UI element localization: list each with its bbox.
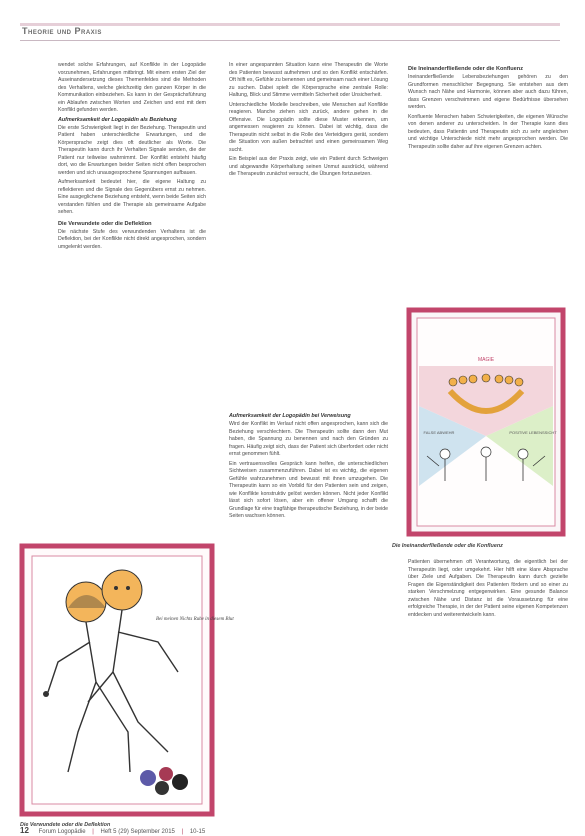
page-footer bbox=[20, 826, 205, 835]
paragraph: wendet solche Erfahrungen, auf Konflikte in der Logopädie vorzunehmen, Erfahrungen mitbringt. Mit einem ersten Ziel der Auseinandersetzung dieses Themenfeldes sind die Methoden des Verhaltens, welche gleichzeitig den ganzen Körper in die Kommunikation einbeziehen. Es kann in der Gesprächsführung ein Ablaufen zwischen Worten und Zeichen und erst mit dem Konflikt gefunden werden. bbox=[58, 62, 206, 113]
column-2-lower bbox=[229, 413, 388, 523]
column-3 bbox=[408, 62, 568, 153]
section-title: Theorie und Praxis bbox=[22, 26, 102, 36]
footer-separator: | bbox=[181, 829, 184, 835]
column-2 bbox=[229, 62, 388, 181]
paragraph: Die nächste Stufe des verwundenden Verhaltens ist die Deflektion, bei der Konflikte nicht direkt angesprochen, sondern umgelenkt werden. bbox=[58, 228, 206, 250]
column-3-lower bbox=[408, 559, 568, 621]
paragraph: Wird der Konflikt im Verlauf nicht offen angesprochen, kann sich die Beziehung verschlechtern. Die Therapeutin sollte dann den Mut haben, die Spannung zu benennen und nach den Gründen zu fragen. Häufig zeigt sich, dass der Patient sich überfordert oder nicht ernst genommen fühlt. bbox=[229, 421, 388, 457]
paragraph: Patienten übernehmen oft Verantwortung, die eigentlich bei der Therapeutin liegt, oder umgekehrt. Hier hilft eine klare Absprache über Ziele und Aufgaben. Die Therapeutin kann durch gezielte Fragen die Eigenständigkeit des Patienten fördern und so einer zu starken Verschmelzung entgegenwirken. Eine gesunde Balance zwischen Nähe und Distanz ist die Voraussetzung für eine erfolgreiche Therapie, in der der Patient seine eigenen Kompetenzen entdecken und weiterentwickeln kann. bbox=[408, 559, 568, 618]
page-range: 10-15 bbox=[189, 829, 206, 835]
issue-info: Heft 5 (29) September 2015 bbox=[100, 829, 175, 835]
journal-name: Forum Logopädie bbox=[38, 829, 86, 835]
footer-separator: | bbox=[92, 829, 94, 835]
paragraph: Ein Beispiel aus der Praxis zeigt, wie ein Patient durch Schweigen und abgewandte Körperhaltung seinen Unmut ausdrückt, während die Therapeutin zunächst versucht, die Übungen fortzusetzen. bbox=[229, 156, 388, 177]
figure-caption: Die Ineinanderfließende oder die Konfluenz bbox=[392, 543, 503, 549]
page-number: 12 bbox=[20, 826, 29, 835]
paragraph: Die erste Schwierigkeit liegt in der Beziehung. Therapeutin und Patient haben unterschiedliche Erwartungen, und die Körpersprache zeigt dies oft deutlicher als Worte. Die Therapeutin kann durch ihr Verhalten Signale senden, die der Patient nur teilweise wahrnimmt. Der Konflikt entsteht häufig dort, wo die Erwartungen beider Seiten nicht offen besprochen werden und sich unausgesprochene Spannungen aufbauen. bbox=[58, 124, 206, 176]
subheading: Aufmerksamkeit der Logopädin als Beziehung bbox=[58, 116, 177, 123]
fig2-label-right: POSITIVE LEBENSSICHT bbox=[509, 430, 557, 435]
paragraph: Ineinanderfließende Lebensbeziehungen gehören zu den Grundformen menschlicher Begegnung. Sie entstehen aus dem Wunsch nach Nähe und Harmonie, können aber auch dazu führen, dass Grenzen verschwimmen und eigene Bedürfnisse übersehen werden. bbox=[408, 74, 568, 110]
subheading: Aufmerksamkeit der Logopädin bei Verweisung bbox=[229, 413, 351, 419]
figure-deflektion bbox=[18, 542, 234, 818]
fig1-annotation: Bei meinen Nichts Ruhe in diesem Blut bbox=[156, 617, 234, 622]
paragraph: Konfluente Menschen haben Schwierigkeiten, die eigenen Wünsche von denen anderer zu unterscheiden. In der Therapie kann dies bedeuten, dass Patientin und Therapeutin sich zu sehr angleichen und wichtige Unterschiede nicht mehr angesprochen werden. Die Therapeutin sollte daher auf ihre eigenen Grenzen achten. bbox=[408, 113, 568, 150]
heading: Die Verwundete oder die Deflektion bbox=[58, 220, 152, 227]
heading: Die Ineinanderfließende oder die Konfluenz bbox=[408, 66, 523, 72]
fig2-label-top: MAGIE bbox=[477, 357, 495, 363]
paragraph: Aufmerksamkeit bedeutet hier, die eigene Haltung zu reflektieren und die Signale des Gegenübers ernst zu nehmen. Eine ausgeglichene Beziehung entsteht, wenn beide Seiten sich verstanden fühlen und die Therapie als gemeinsame Aufgabe sehen. bbox=[58, 179, 206, 215]
paragraph: Ein vertrauensvolles Gespräch kann helfen, die unterschiedlichen Sichtweisen zusammenzuführen. Dabei ist es wichtig, die eigenen Gefühle wahrzunehmen und bewusst mit ihnen umzugehen. Die Therapeutin kann so ein Vorbild für den Patienten sein und zeigen, wie Konflikte konstruktiv gelöst werden können. Nicht jeder Konflikt lässt sich sofort lösen, aber ein offener Umgang schafft die Grundlage für eine tragfähige therapeutische Beziehung, in der beide Seiten wachsen können. bbox=[229, 460, 388, 519]
column-1 bbox=[58, 62, 206, 253]
figure-caption: Die Verwundete oder die Deflektion bbox=[20, 822, 111, 828]
header-accent-bar bbox=[20, 16, 560, 24]
figure-konfluenz bbox=[405, 306, 567, 538]
header-divider bbox=[20, 40, 560, 41]
paragraph: Unterschiedliche Modelle beschreiben, wie Menschen auf Konflikte reagieren. Manche ziehen sich zurück, andere gehen in die Offensive. Die Logopädin sollte diese Muster erkennen, um angemessen reagieren zu können. Dabei ist wichtig, dass die Therapeutin nicht selbst in die Rolle des Verteidigers gerät, sondern die Situation von außen betrachtet und einen gemeinsamen Weg sucht. bbox=[229, 101, 388, 153]
fig2-label-left: FALSE ABWEHR bbox=[423, 430, 455, 435]
paragraph: In einer angespannten Situation kann eine Therapeutin die Worte des Patienten bewusst aufnehmen und so den Konflikt entschärfen. Oft hilft es, Gefühle zu benennen und gemeinsam nach einer Lösung zu suchen. Dabei spielt die Körpersprache eine zentrale Rolle: Haltung, Blick und Stimme vermitteln Sicherheit oder Unsicherheit. bbox=[229, 62, 388, 98]
